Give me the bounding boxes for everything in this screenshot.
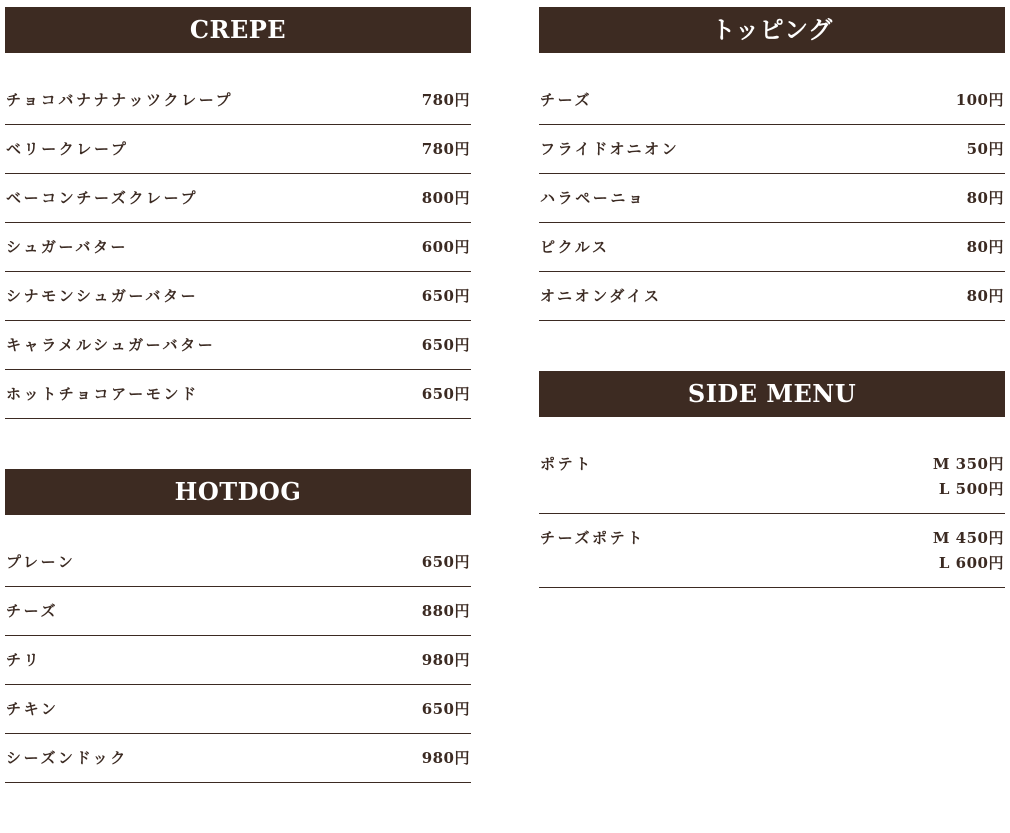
item-name: チーズ: [6, 602, 59, 620]
item-price: 650円: [421, 700, 470, 718]
menu-item: [5, 125, 471, 174]
left-column: [5, 7, 471, 833]
menu-item: [5, 321, 471, 370]
item-price: 650円: [421, 336, 470, 354]
price-large: L 600円: [938, 554, 1004, 572]
price-medium: M 450円: [932, 529, 1004, 547]
price-medium: M 350円: [932, 455, 1004, 473]
crepe-section: [5, 7, 471, 419]
item-price: 780円: [421, 91, 470, 109]
hotdog-section: [5, 469, 471, 783]
menu-item: [5, 685, 471, 734]
menu-item: [5, 636, 471, 685]
item-price: 100円: [955, 91, 1004, 109]
item-name: オニオンダイス: [540, 287, 662, 305]
menu-item: [5, 76, 471, 125]
item-name: シュガーバター: [6, 238, 129, 256]
item-name: ピクルス: [540, 238, 610, 256]
item-price: 650円: [421, 553, 470, 571]
item-price: 80円: [966, 189, 1004, 207]
side-menu-header: SIDE MENU: [539, 371, 1005, 417]
right-column: [539, 7, 1005, 638]
item-price: 780円: [421, 140, 470, 158]
item-price: 880円: [421, 602, 470, 620]
hotdog-header: HOTDOG: [5, 469, 471, 515]
item-price: 650円: [421, 385, 470, 403]
price-large: L 500円: [938, 480, 1004, 498]
item-name: キャラメルシュガーバター: [6, 336, 216, 354]
menu-item: [5, 734, 471, 783]
topping-list: [539, 76, 1005, 321]
menu-item: [5, 272, 471, 321]
item-price: 650円: [421, 287, 470, 305]
item-name: ベリークレープ: [6, 140, 129, 158]
item-name: チキン: [6, 700, 59, 718]
item-price: 80円: [966, 238, 1004, 256]
menu-item: [5, 538, 471, 587]
item-name: ホットチョコアーモンド: [6, 385, 199, 403]
item-name: チーズポテト: [540, 529, 645, 547]
side-menu-list: [539, 440, 1005, 588]
menu-item: [539, 514, 1005, 588]
menu-item: [539, 272, 1005, 321]
crepe-list: [5, 76, 471, 419]
item-name: チリ: [6, 651, 42, 669]
item-name: ベーコンチーズクレープ: [6, 189, 199, 207]
item-price: 980円: [421, 749, 470, 767]
menu-item: [5, 370, 471, 419]
menu-item: [539, 125, 1005, 174]
item-name: フライドオニオン: [540, 140, 680, 158]
menu-item: [5, 223, 471, 272]
item-price: 80円: [966, 287, 1004, 305]
item-name: チョコバナナナッツクレープ: [6, 91, 234, 109]
item-price: [933, 452, 1004, 502]
menu-item: [539, 174, 1005, 223]
item-price: 800円: [421, 189, 470, 207]
menu-item: [5, 587, 471, 636]
item-name: プレーン: [6, 553, 76, 571]
item-name: シーズンドック: [6, 749, 128, 767]
item-name: シナモンシュガーバター: [6, 287, 199, 305]
menu-item: [5, 174, 471, 223]
item-price: 980円: [421, 651, 470, 669]
item-price: 600円: [421, 238, 470, 256]
item-name: ポテト: [540, 455, 593, 473]
menu-item: [539, 223, 1005, 272]
side-menu-section: [539, 371, 1005, 588]
item-name: チーズ: [540, 91, 593, 109]
topping-section: [539, 7, 1005, 321]
item-price: 50円: [966, 140, 1004, 158]
item-name: ハラペーニョ: [540, 189, 646, 207]
menu-item: [539, 76, 1005, 125]
crepe-header: CREPE: [5, 7, 471, 53]
topping-header: トッピング: [539, 7, 1005, 53]
menu-item: [539, 440, 1005, 514]
item-price: [933, 526, 1004, 576]
hotdog-list: [5, 538, 471, 783]
